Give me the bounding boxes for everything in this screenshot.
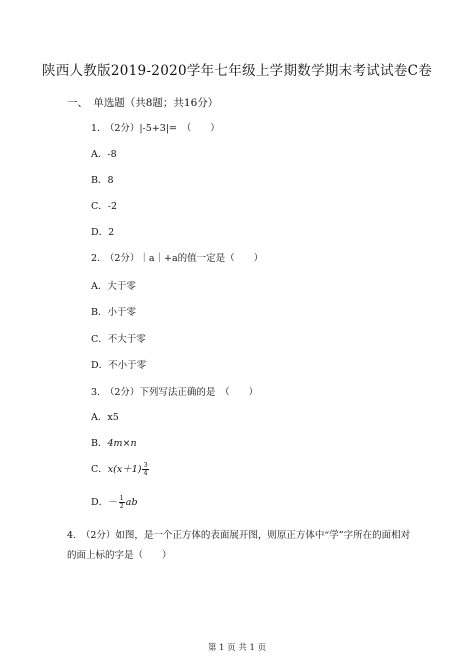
fraction xyxy=(119,495,125,510)
question-3-option-c xyxy=(91,461,150,477)
question-2-option-c: C．不大于零 xyxy=(91,334,146,345)
fraction-numerator: 1 xyxy=(119,494,124,502)
question-3-stem: 3. （2分）下列写法正确的是 （ ） xyxy=(91,387,259,398)
question-1-stem: 1. （2分）|-5+3|= （ ） xyxy=(91,123,220,134)
option-label: A． xyxy=(91,412,108,423)
question-2-option-d: D．不小于零 xyxy=(91,360,147,371)
question-2-stem: 2. （2分）｜a｜+a的值一定是（ ） xyxy=(91,253,264,264)
option-expression: x5 xyxy=(107,412,119,423)
question-3-option-b xyxy=(91,435,137,449)
question-1-option-c: C．-2 xyxy=(91,201,118,212)
question-1-option-d: D．2 xyxy=(91,227,115,238)
document-title: 陕西人教版2019-2020学年七年级上学期数学期末考试试卷C卷 xyxy=(41,63,433,79)
page-footer: 第 1 页 共 1 页 xyxy=(207,643,267,653)
option-expression: 4m×n xyxy=(107,438,137,449)
question-1-option-a: A．-8 xyxy=(91,149,117,160)
option-expression: ab xyxy=(125,497,138,508)
option-label: D． xyxy=(91,497,109,508)
option-prefix: － xyxy=(108,497,118,508)
option-label: B． xyxy=(91,438,108,449)
option-expression: x(x＋1) xyxy=(107,464,142,475)
fraction-denominator: 2 xyxy=(119,502,124,510)
question-3-option-a xyxy=(91,409,119,423)
option-label: C． xyxy=(91,464,108,475)
question-1-option-b: B．8 xyxy=(91,175,114,186)
section-heading: 一、 单选题（共8题；共16分） xyxy=(67,97,219,109)
fraction-denominator: 4 xyxy=(143,469,148,477)
question-2-option-b: B．小于零 xyxy=(91,307,136,318)
fraction-numerator: 3 xyxy=(143,461,148,469)
question-2-option-a: A．大于零 xyxy=(91,281,136,292)
question-3-option-d xyxy=(91,494,138,510)
question-4-stem: 4. （2分）如图，是一个正方体的表面展开图，则原正方体中“学”字所在的面相对的面上标的字是（ ） xyxy=(67,530,411,561)
fraction xyxy=(142,462,148,477)
